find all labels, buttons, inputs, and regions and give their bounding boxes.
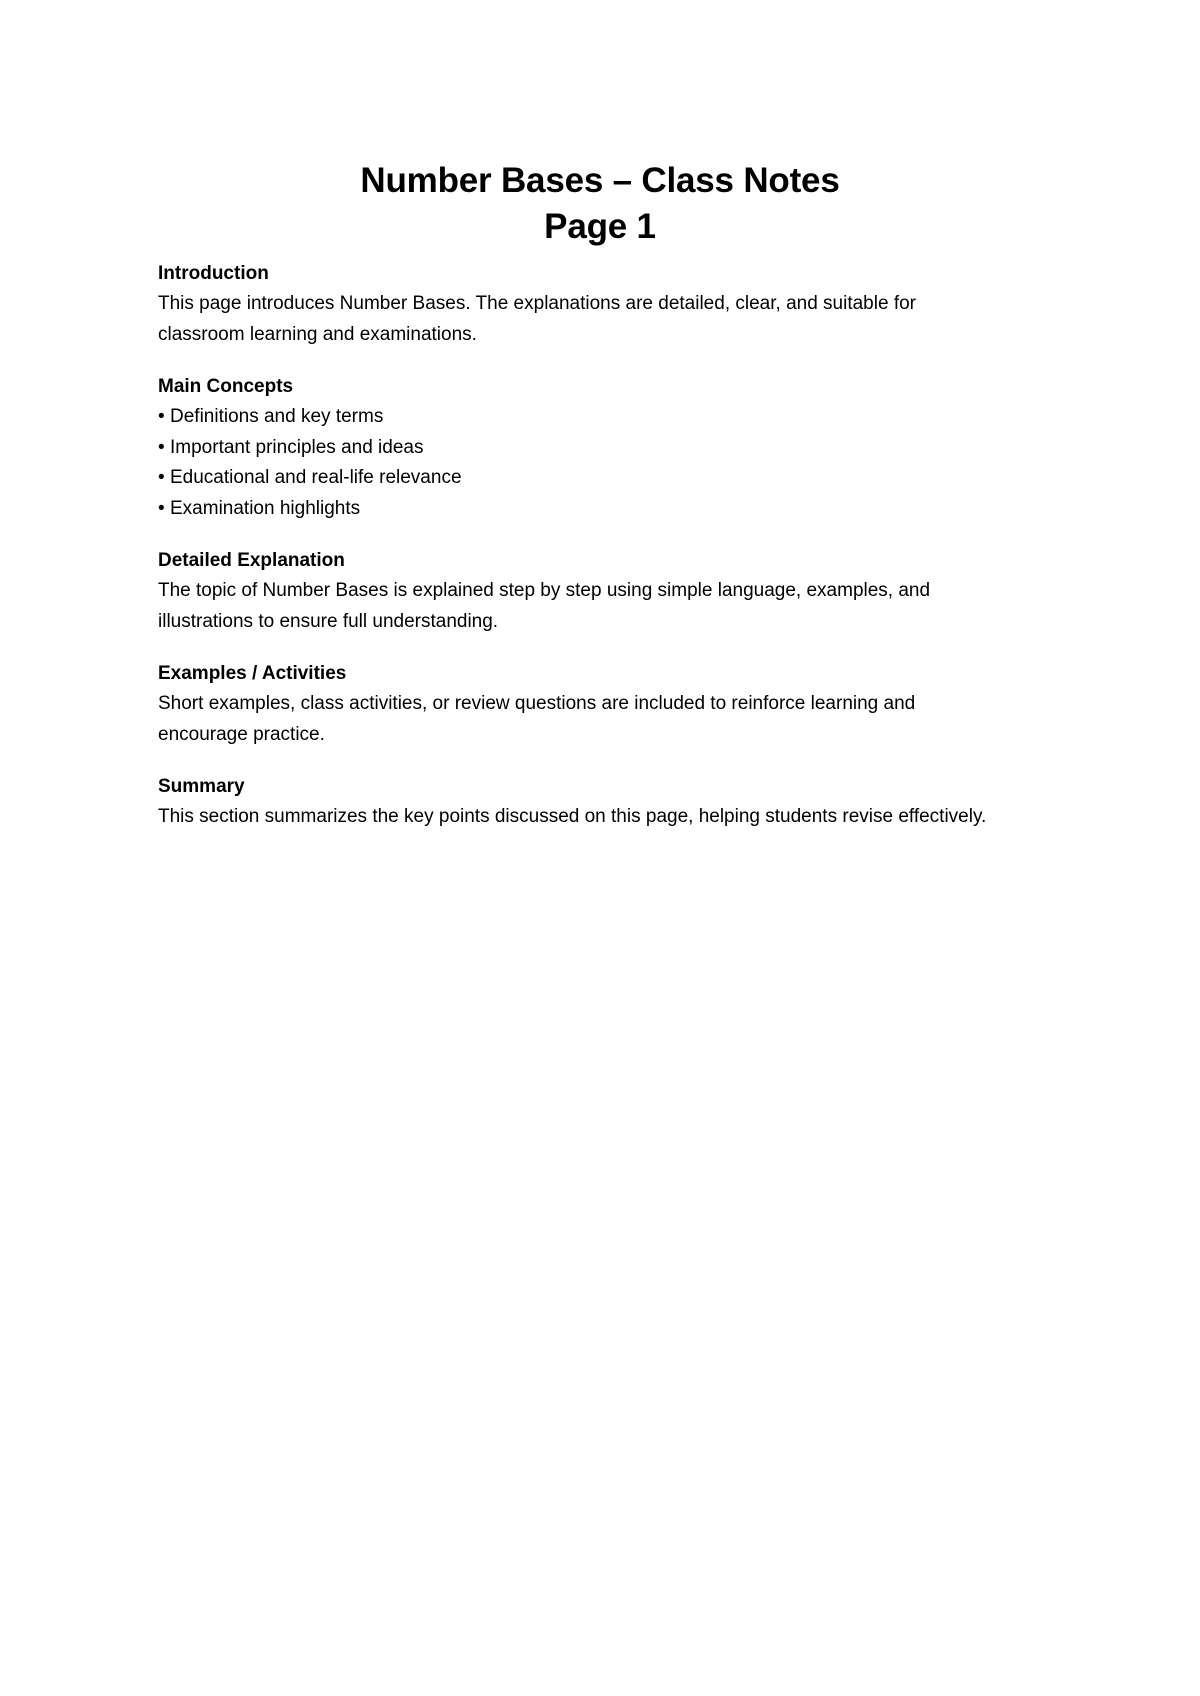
section-introduction (158, 259, 1058, 350)
list-item-text: Definitions and key terms (170, 406, 384, 427)
section-text-introduction: This page introduces Number Bases. The explanations are detailed, clear, and suitable for classroom learning and examinations. (158, 293, 916, 345)
concept-list (158, 402, 1058, 524)
section-examples (158, 659, 1058, 750)
list-item-text: Educational and real-life relevance (170, 467, 462, 488)
bullet-icon: • (158, 436, 165, 458)
list-item-text: Examination highlights (170, 497, 361, 519)
section-detailed-explanation (158, 546, 1058, 637)
list-item (158, 433, 1058, 464)
list-item (158, 494, 1058, 525)
section-summary (158, 772, 1058, 833)
section-text-summary: This section summarizes the key points discussed on this page, helping students revise effectively. (158, 806, 987, 827)
title-block (0, 158, 1200, 250)
list-item-text: Important principles and ideas (170, 436, 424, 458)
section-heading-introduction: Introduction (158, 263, 269, 284)
section-text-examples: Short examples, class activities, or review questions are included to reinforce learning and encourage practice. (158, 693, 916, 745)
section-heading-main-concepts: Main Concepts (158, 376, 294, 397)
list-item (158, 463, 1058, 494)
section-main-concepts (158, 372, 1058, 524)
document-title: Number Bases – Class Notes (360, 161, 840, 200)
bullet-icon: • (158, 406, 165, 427)
section-heading-examples: Examples / Activities (158, 663, 347, 684)
bullet-icon: • (158, 467, 165, 488)
page-label: Page 1 (544, 207, 656, 246)
section-text-detailed-explanation: The topic of Number Bases is explained step by step using simple language, examples, and illustrations to ensure full understanding. (158, 580, 931, 632)
list-item (158, 402, 1058, 433)
section-heading-summary: Summary (158, 776, 245, 797)
document-content (158, 259, 1058, 855)
section-heading-detailed-explanation: Detailed Explanation (158, 550, 345, 571)
bullet-icon: • (158, 497, 165, 519)
